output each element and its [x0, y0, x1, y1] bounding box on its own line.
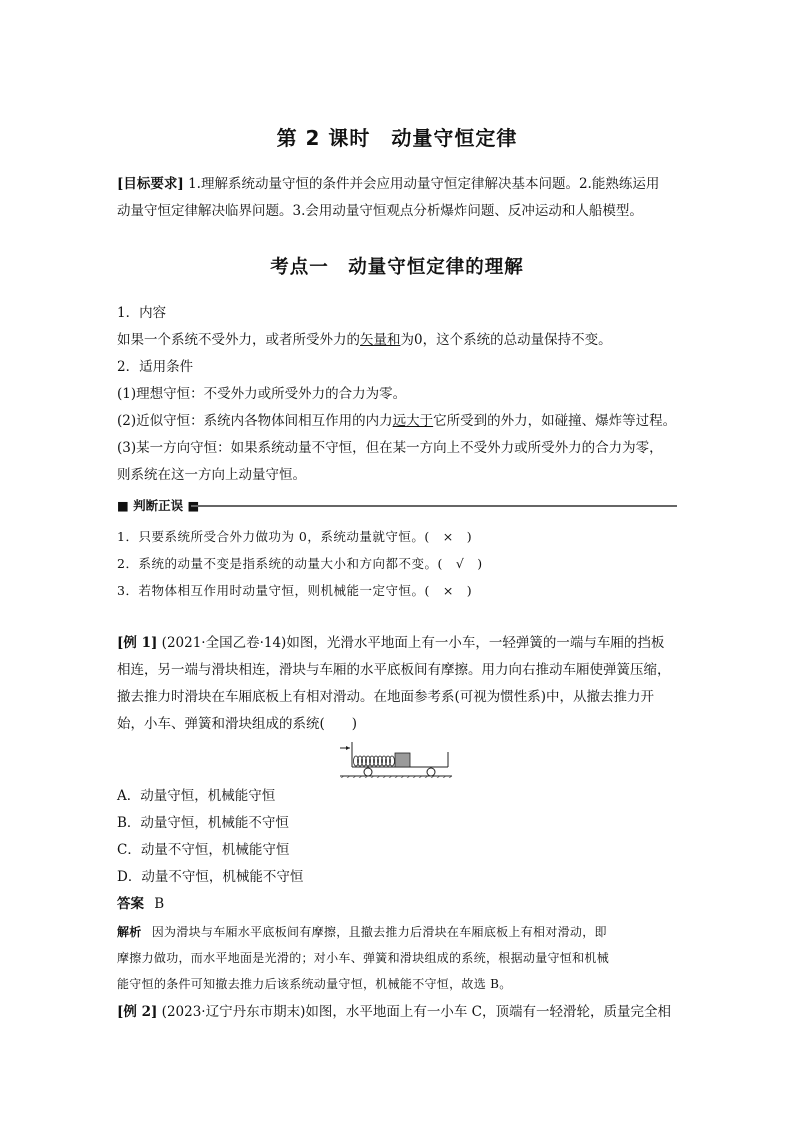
example-1-line-2: 相连，另一端与滑块相连，滑块与车厢的水平底板间有摩擦。用力向右推动车厢使弹簧压缩， [117, 662, 671, 678]
condition-2 [117, 408, 676, 434]
condition-1: (1)理想守恒：不受外力或所受外力的合力为零。 [117, 386, 407, 402]
example-1-line-1 [117, 630, 664, 656]
example-2-line-1 [117, 999, 671, 1025]
text-zero: 0 [414, 332, 423, 348]
judge-item: 1．只要系统所受合外力做功为 0，系统动量就守恒。( × ) [117, 529, 473, 544]
judge-item: 2．系统的动量不变是指系统的动量大小和方向都不变。( √ ) [117, 556, 483, 571]
answer-value: B [154, 896, 165, 912]
answer-label: 答案 [117, 896, 144, 912]
condition-3-line-1: (3)某一方向守恒：如果系统动量不守恒，但在某一方向上不受外力或所受外力的合力为零， [117, 440, 663, 456]
goal-line-1 [117, 171, 659, 197]
text: 因为滑块与车厢水平底板间有摩擦，且撤去推力后滑块在车厢底板上有相对滑动，即 [151, 925, 607, 939]
judge-divider [191, 505, 677, 507]
judge-header [117, 496, 677, 516]
judge-label: ■ 判断正误 ■ [117, 496, 203, 514]
goal-text-1: 1.理解系统动量守恒的条件并会应用动量守恒定律解决基本问题。2.能熟练运用 [188, 176, 660, 192]
goal-line-2: 动量守恒定律解决临界问题。3.会用动量守恒观点分析爆炸问题、反冲运动和人船模型。 [117, 203, 643, 219]
analysis-line-2: 摩擦力做功，而水平地面是光滑的；对小车、弹簧和滑块组成的系统，根据动量守恒和机械 [117, 951, 610, 965]
cart-spring-block-figure [336, 738, 456, 778]
option-a: A．动量守恒，机械能守恒 [117, 788, 276, 804]
option-d: D．动量不守恒，机械能不守恒 [117, 869, 304, 885]
answer-line [117, 891, 164, 917]
example-1-line-4: 始，小车、弹簧和滑块组成的系统( ) [117, 716, 358, 732]
analysis-line-1 [117, 920, 607, 944]
content-paragraph [117, 327, 612, 353]
page-title: 第 2 课时 动量守恒定律 [276, 126, 518, 150]
text: (2021·全国乙卷·14)如图，光滑水平地面上有一小车，一轻弹簧的一端与车厢的挡板 [161, 635, 665, 651]
underlined-term-vector-sum: 矢量和 [360, 332, 401, 348]
text: 它所受到的外力，如碰撞、爆炸等过程。 [433, 413, 677, 429]
judge-item: 3．若物体相互作用时动量守恒，则机械能一定守恒。( × ) [117, 583, 473, 598]
analysis-line-3: 能守恒的条件可知撤去推力后该系统动量守恒，机械能不守恒，故选 B。 [117, 977, 512, 991]
analysis-label: 解析 [117, 925, 142, 939]
underlined-term-far-greater: 远大于 [392, 413, 434, 429]
example-2-tag: [例 2] [117, 1004, 158, 1020]
text: 如果一个系统不受外力，或者所受外力的 [117, 332, 360, 348]
heading-conditions: 2．适用条件 [117, 359, 194, 375]
section-title: 考点一 动量守恒定律的理解 [270, 257, 524, 278]
example-1-tag: [例 1] [117, 635, 158, 651]
text: ，这个系统的总动量保持不变。 [422, 332, 612, 348]
text: (2023·辽宁丹东市期末)如图，水平地面上有一小车 C，顶端有一轻滑轮，质量完全相 [161, 1004, 671, 1020]
text: 为 [400, 332, 414, 348]
condition-3-line-2: 则系统在这一方向上动量守恒。 [117, 467, 306, 483]
goal-tag: [目标要求] [117, 176, 184, 192]
heading-content: 1．内容 [117, 305, 167, 321]
example-1-line-3: 撤去推力时滑块在车厢底板上有相对滑动。在地面参考系(可视为惯性系)中，从撤去推力开 [117, 689, 655, 705]
option-b: B．动量守恒，机械能不守恒 [117, 815, 289, 831]
text: (2)近似守恒：系统内各物体间相互作用的内力 [117, 413, 393, 429]
option-c: C．动量不守恒，机械能守恒 [117, 842, 290, 858]
